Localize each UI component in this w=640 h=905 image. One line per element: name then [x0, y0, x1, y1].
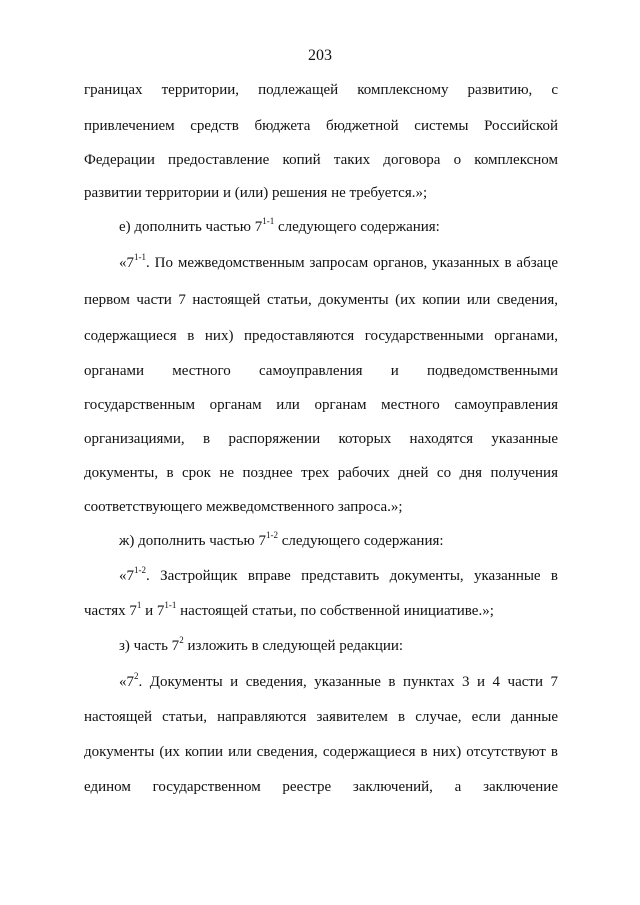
- text-line: едином государственном реестре заключений, а заключение: [84, 779, 558, 795]
- superscript: 1-2: [265, 531, 278, 540]
- text-line: привлечением средств бюджета бюджетной системы Российской: [84, 118, 558, 134]
- text-fragment: . По межведомственным запросам органов, указанных в абзаце: [146, 255, 558, 271]
- superscript: 1-1: [134, 253, 146, 262]
- superscript: 1-2: [134, 566, 146, 575]
- text-fragment: . Документы и сведения, указанные в пунктах 3 и 4 части 7: [138, 674, 558, 690]
- text-line: [119, 636, 558, 656]
- text-line: [119, 531, 558, 551]
- text-fragment: и 7: [141, 603, 165, 619]
- text-line: границах территории, подлежащей комплексному развитию, с: [84, 82, 558, 98]
- text-line: [119, 672, 558, 692]
- text-line: [119, 253, 558, 273]
- text-fragment: е) дополнить частью 7: [119, 219, 263, 235]
- text-fragment: следующего содержания:: [277, 533, 444, 549]
- text-line: документы (их копии или сведения, содержащиеся в них) отсутствуют в: [84, 744, 558, 760]
- superscript: 2: [179, 636, 184, 645]
- text-fragment: «7: [119, 255, 134, 271]
- superscript: 1-1: [164, 601, 177, 610]
- text-fragment: ж) дополнить частью 7: [119, 533, 266, 549]
- text-line: государственным органам или органам местного самоуправления: [84, 397, 558, 413]
- text-line: органами местного самоуправления и подведомственными: [84, 363, 558, 379]
- text-line: организациями, в распоряжении которых находятся указанные: [84, 431, 558, 447]
- page-number: 203: [308, 47, 332, 64]
- superscript: 1-1: [262, 217, 275, 226]
- text-fragment: частях 7: [84, 603, 137, 619]
- text-fragment: . Застройщик вправе представить документы, указанные в: [146, 568, 558, 584]
- text-line: соответствующего межведомственного запроса.»;: [84, 499, 403, 515]
- text-line: развитии территории и (или) решения не требуется.»;: [84, 185, 428, 201]
- text-line: Федерации предоставление копий таких договора о комплексном: [84, 152, 558, 168]
- text-fragment: «7: [119, 674, 134, 690]
- text-fragment: настоящей статьи, по собственной инициативе.»;: [176, 603, 494, 619]
- text-line: [119, 566, 558, 586]
- superscript: 2: [134, 672, 139, 681]
- text-line: содержащиеся в них) предоставляются государственными органами,: [84, 328, 558, 344]
- text-fragment: «7: [119, 568, 134, 584]
- text-line: настоящей статьи, направляются заявителем в случае, если данные: [84, 709, 558, 725]
- superscript: 1: [136, 601, 142, 610]
- text-line: [84, 601, 558, 621]
- text-fragment: следующего содержания:: [274, 219, 440, 235]
- text-fragment: изложить в следующей редакции:: [183, 638, 404, 654]
- text-line: [119, 217, 558, 237]
- text-line: первом части 7 настоящей статьи, документы (их копии или сведения,: [84, 292, 558, 308]
- text-line: документы, в срок не позднее трех рабочих дней со дня получения: [84, 465, 558, 481]
- text-fragment: з) часть 7: [119, 638, 180, 654]
